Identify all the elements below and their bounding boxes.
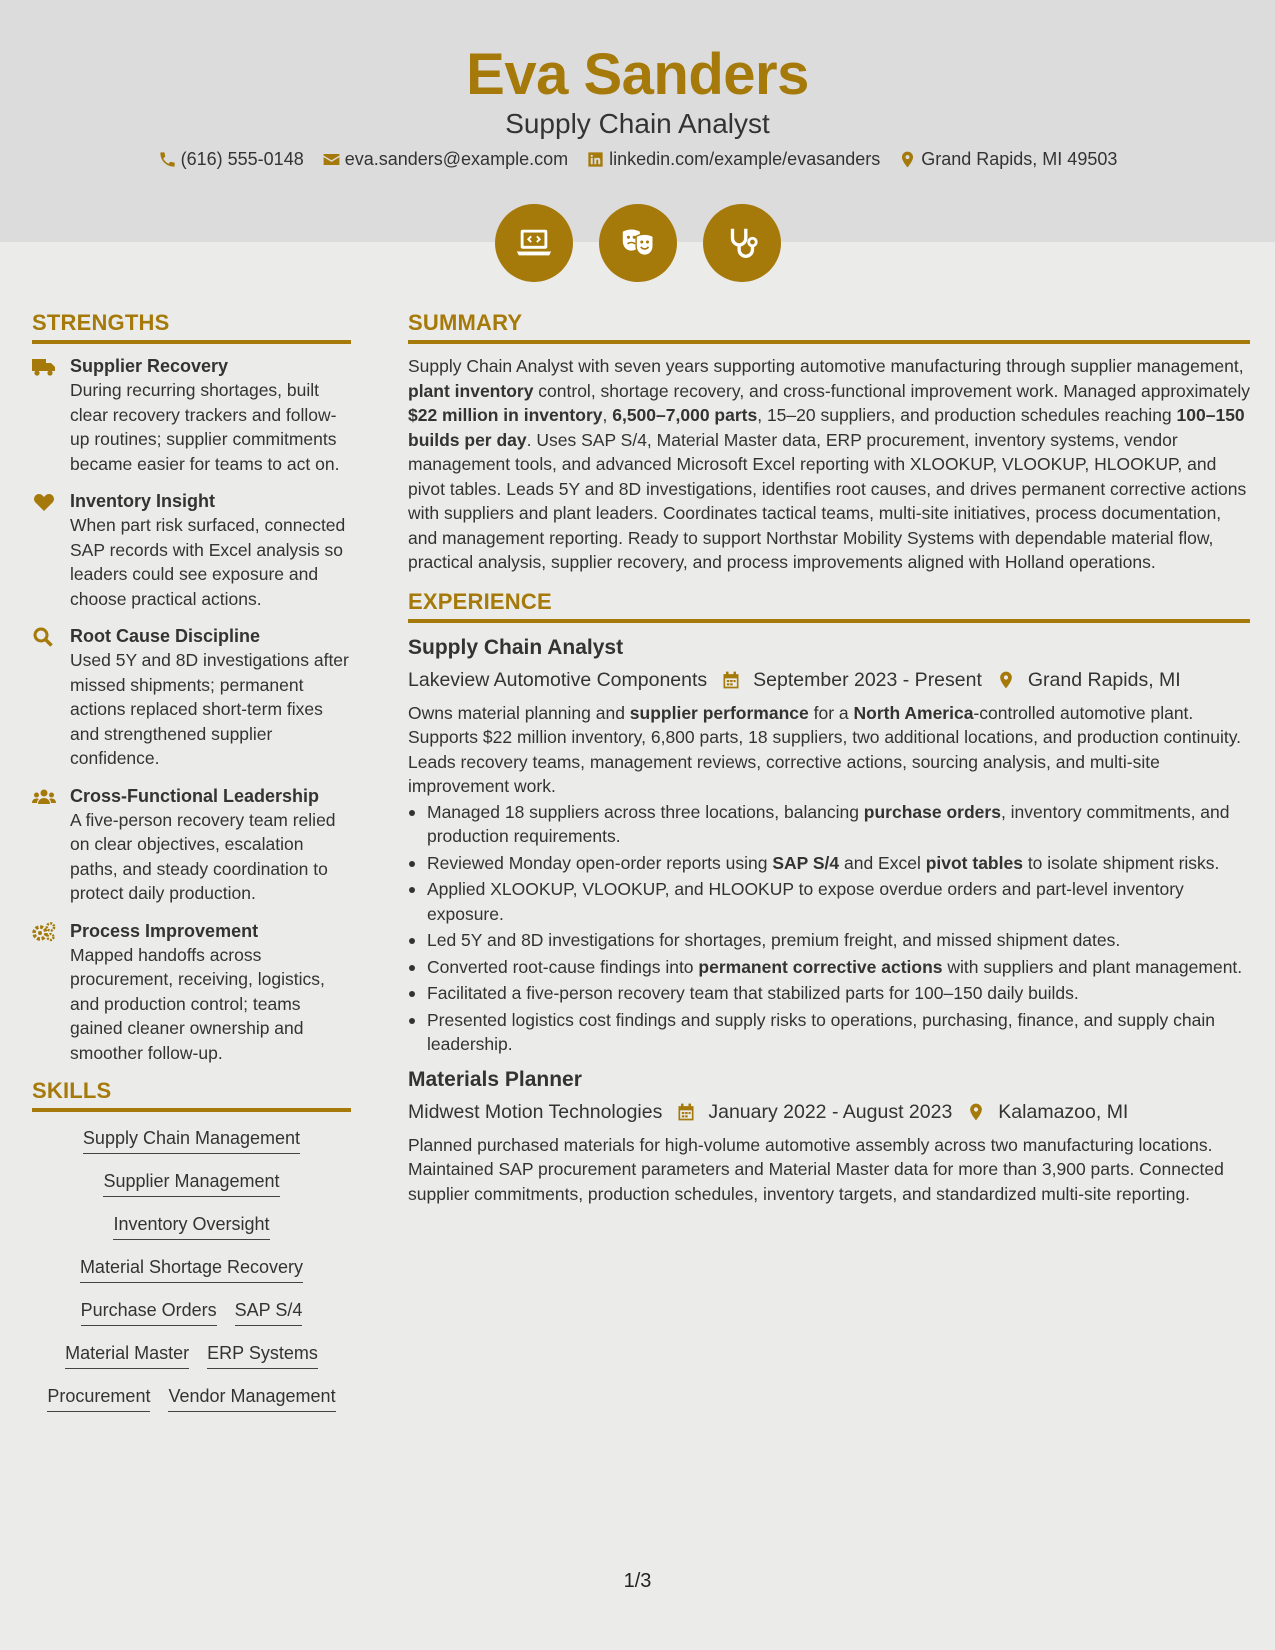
strength-item (32, 624, 351, 771)
skill-tag: Purchase Orders (81, 1300, 217, 1326)
skill-tag: Vendor Management (168, 1386, 335, 1412)
strength-title: Process Improvement (70, 920, 259, 941)
strength-title: Root Cause Discipline (70, 626, 261, 646)
strength-description: Mapped handoffs across procurement, receiving, logistics, and production control; teams gained cleaner ownership and smoother follow-up. (70, 944, 325, 1063)
strength-description: When part risk surfaced, connected SAP records with Excel analysis so leaders could see exposure and choose practical actions. (70, 515, 346, 609)
strength-item (32, 784, 351, 906)
experience-title: EXPERIENCE (408, 589, 1250, 623)
theater-masks-icon (599, 204, 677, 282)
strength-item (32, 354, 351, 476)
bullet-item: Converted root-cause findings into permanent corrective actions with suppliers and plant management. (408, 955, 1250, 980)
truck-icon (32, 357, 56, 377)
job-meta (408, 1098, 1250, 1126)
strength-item (32, 489, 351, 611)
bullet-item: Reviewed Monday open-order reports using SAP S/4 and Excel pivot tables to isolate shipment risks. (408, 851, 1250, 876)
strength-item (32, 919, 351, 1066)
skill-tag: Procurement (47, 1386, 150, 1412)
job-location: Grand Rapids, MI (1027, 668, 1181, 691)
bullet-item: Facilitated a five-person recovery team that stabilized parts for 100–150 daily builds. (408, 981, 1250, 1006)
search-icon (32, 627, 56, 647)
company-name: Lakeview Automotive Components (408, 668, 708, 691)
skill-tag: Supplier Management (103, 1171, 279, 1197)
skill-tag: SAP S/4 (235, 1300, 303, 1326)
strength-title: Supplier Recovery (70, 356, 229, 376)
job-dates: January 2022 - August 2023 (708, 1100, 953, 1123)
skill-tag: Material Master (65, 1343, 189, 1369)
laptop-code-icon (495, 204, 573, 282)
skill-tag: ERP Systems (207, 1343, 318, 1369)
candidate-title: Supply Chain Analyst (505, 107, 770, 139)
job-title: Materials Planner (408, 1067, 582, 1091)
bullet-item: Presented logistics cost findings and supply risks to operations, purchasing, finance, and supply chain leadership. (408, 1008, 1250, 1057)
linkedin-icon (586, 150, 605, 169)
skills-list (32, 1122, 351, 1412)
company-name: Midwest Motion Technologies (408, 1100, 663, 1123)
contact-location: Grand Rapids, MI 49503 (898, 149, 1117, 170)
gears-icon (32, 922, 56, 942)
heart-icon (32, 492, 56, 512)
job-bullets (408, 800, 1250, 1057)
bullet-item: Applied XLOOKUP, VLOOKUP, and HLOOKUP to expose overdue orders and part-level inventory exposure. (408, 877, 1250, 926)
bullet-item: Managed 18 suppliers across three locations, balancing purchase orders, inventory commitments, and production requirements. (408, 800, 1250, 849)
bullet-item: Led 5Y and 8D investigations for shortages, premium freight, and missed shipment dates. (408, 928, 1250, 953)
contact-row (0, 149, 1275, 170)
job-entry (408, 1065, 1250, 1207)
stethoscope-icon (703, 204, 781, 282)
strength-description: During recurring shortages, built clear recovery trackers and follow-up routines; supplier commitments became easier for teams to act on. (70, 380, 340, 474)
page-number: 1/3 (623, 1570, 652, 1592)
right-column (408, 310, 1250, 1206)
job-location: Kalamazoo, MI (998, 1100, 1129, 1123)
skill-tag: Supply Chain Management (83, 1128, 300, 1154)
summary-text: Supply Chain Analyst with seven years supporting automotive manufacturing through supplier management, plant inventory control, shortage recovery, and cross-functional improvement work. Managed approximately $22 million in inventory, 6,500–7,000 parts, 15–20 suppliers, and production schedules reaching 100–150 builds per day. Uses SAP S/4, Material Master data, ERP procurement, inventory systems, vendor management tools, and advanced Microsoft Excel reporting with XLOOKUP, VLOOKUP, HLOOKUP, and pivot tables. Leads 5Y and 8D investigations, identifies root causes, and drives permanent corrective actions with suppliers and plant leaders. Coordinates tactical teams, multi-site initiatives, process documentation, and management reporting. Ready to support Northstar Mobility Systems with dependable material flow, practical analysis, supplier recovery, and process improvements aligned with Holland operations. (408, 356, 1250, 572)
job-description: Planned purchased materials for high-volume automotive assembly across two manufacturing locations. Maintained SAP procurement parameters and Material Master data for more than 3,900 parts. Connected supplier commitments, production schedules, inventory targets, and standardized multi-site reporting. (408, 1134, 1224, 1204)
contact-email[interactable]: eva.sanders@example.com (322, 149, 568, 170)
calendar-icon (721, 670, 741, 690)
strength-description: Used 5Y and 8D investigations after missed shipments; permanent actions replaced short-term fixes and strengthened supplier confidence. (70, 650, 349, 768)
summary-title: SUMMARY (408, 310, 1250, 344)
skill-tag: Inventory Oversight (113, 1214, 269, 1240)
left-column (32, 310, 351, 1429)
job-description: Owns material planning and supplier performance for a North America-controlled automotive plant. Supports $22 million inventory, 6,800 parts, 18 suppliers, two additional locations, and production continuity. Leads recovery teams, management reviews, corrective actions, sourcing analysis, and multi-site improvement work. (408, 702, 1242, 796)
strengths-title: STRENGTHS (32, 310, 351, 344)
job-entry (408, 633, 1250, 1057)
interest-icons (0, 204, 1275, 282)
map-marker-icon (996, 670, 1016, 690)
calendar-icon (676, 1102, 696, 1122)
contact-linkedin[interactable]: linkedin.com/example/evasanders (586, 149, 880, 170)
resume-header (0, 40, 1275, 170)
envelope-icon (322, 150, 341, 169)
strength-title: Inventory Insight (70, 491, 216, 511)
skill-tag: Material Shortage Recovery (80, 1257, 303, 1283)
map-marker-icon (898, 150, 917, 169)
map-marker-icon (966, 1102, 986, 1122)
users-icon (32, 787, 56, 807)
job-meta (408, 666, 1250, 694)
job-title: Supply Chain Analyst (408, 635, 624, 659)
skills-title: SKILLS (32, 1078, 351, 1112)
strength-title: Cross-Functional Leadership (70, 785, 320, 806)
phone-icon (158, 150, 177, 169)
strength-description: A five-person recovery team relied on clear objectives, escalation paths, and steady coordination to protect daily production. (70, 809, 336, 903)
candidate-name: Eva Sanders (466, 42, 809, 107)
contact-phone[interactable]: (616) 555-0148 (158, 149, 304, 170)
job-dates: September 2023 - Present (753, 668, 982, 691)
